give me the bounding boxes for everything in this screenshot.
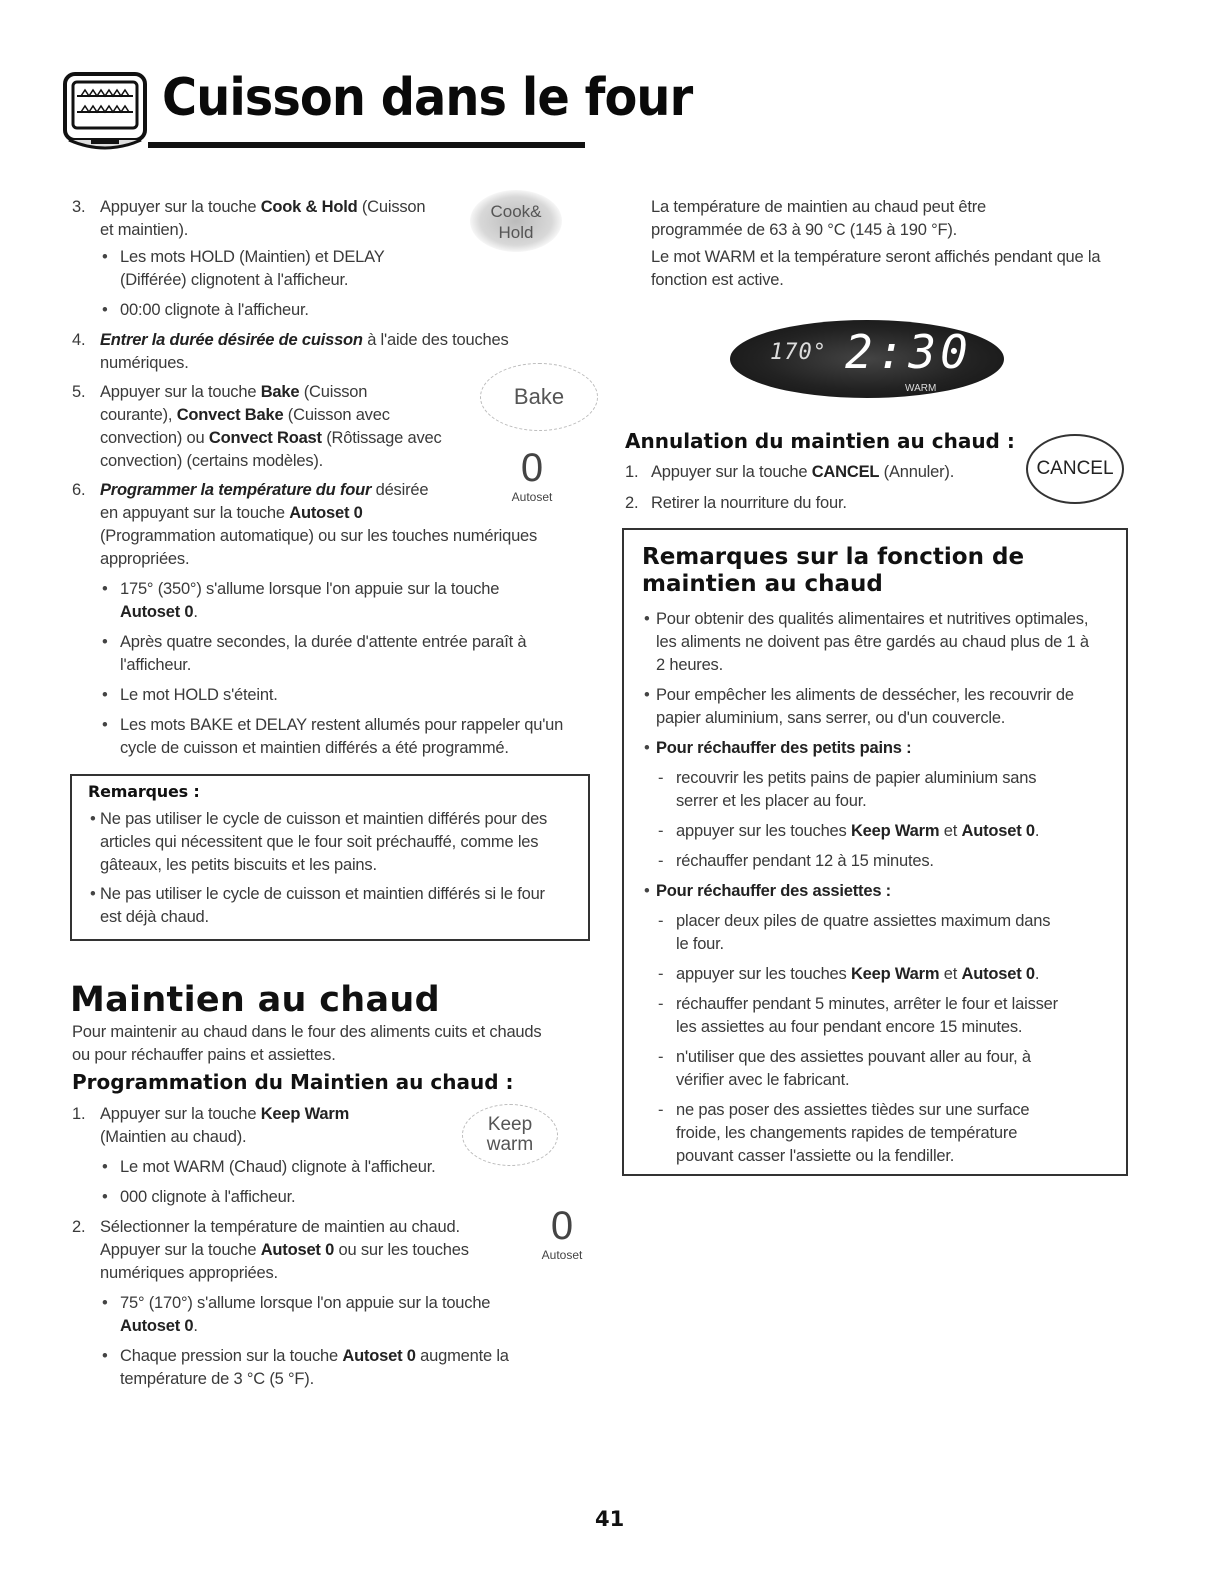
step-3: 3. Appuyer sur la touche Cook & Hold (Cuisson et maintien). • Les mots HOLD (Maintien) et DELAY (Différée) clignotent à l'afficheur. • 00:00 clignote à l'afficheur. bbox=[72, 196, 592, 322]
oven-icon bbox=[63, 72, 147, 154]
page-number: 41 bbox=[595, 1507, 625, 1531]
warm-steps: 1. Appuyer sur la touche Keep Warm (Maintien au chaud). • Le mot WARM (Chaud) clignote à l'afficheur. • 000 clignote à l'afficheur. 2. Sélectionner la température de maintien au chaud. Appuyer sur la touche Autoset 0 ou sur les touches numériques appropriées. • 75° (170°) s'allume lorsque l'on appuie sur la touche Autoset 0. • Chaque pression sur la touche Autoset 0 augmente la température de 3 °C (5 °F). bbox=[72, 1103, 592, 1391]
cancel-title: Annulation du maintien au chaud : bbox=[625, 429, 1015, 453]
keep-warm-button: Keep warm bbox=[462, 1104, 558, 1166]
cancel-button: CANCEL bbox=[1026, 434, 1124, 504]
right-intro: La température de maintien au chaud peut être programmée de 63 à 90 °C (145 à 190 °F). Le mot WARM et la température seront affichés pendant que la fonction est active. bbox=[651, 198, 1101, 289]
page-title: Cuisson dans le four bbox=[162, 68, 693, 128]
notes-box: Remarques sur la fonction de maintien au chaud • Pour obtenir des qualités alimentaires et nutritives optimales, les aliments ne doivent pas être gardés au chaud plus de 1 à 2 heures. • Pour empêcher les aliments de dessécher, les recouvrir de papier aluminium, sans serrer, ou d'un couvercle. • Pour réchauffer des petits pains : - recouvrir les petits pains de papier aluminium sans serrer et les placer au four. - appuyer sur les touches Keep Warm et Autoset 0. - réchauffer pendant 12 à 15 minutes. • Pour réchauffer des assiettes : - placer deux piles de quatre assiettes maximum dans le four. - appuyer sur les touches Keep Warm et Autoset 0. - réchauffer pendant 5 minutes, arrêter le four et laisser les assiettes au four pendant encore 15 minutes. - n'utiliser que des assiettes pouvant aller au four, à vérifier avec le fabricant. - ne pas poser des assiettes tièdes sur une surface froide, les changements rapides de température pouvant casser l'assiette ou la fendiller. bbox=[622, 528, 1128, 1176]
step-4: 4. Entrer la durée désirée de cuisson à l'aide des touches numériques. bbox=[72, 331, 509, 372]
notes-title: Remarques sur la fonction de maintien au chaud bbox=[642, 544, 1025, 597]
autoset-button: 0 Autoset bbox=[511, 446, 553, 504]
remarks-title: Remarques : bbox=[88, 782, 200, 801]
remarks-box: Remarques : • Ne pas utiliser le cycle de cuisson et maintien différés pour des articles qui nécessitent que le four soit préchauffé, comme les gâteaux, les petits biscuits et les pains. • Ne pas utiliser le cycle de cuisson et maintien différés si le four est déjà chaud. bbox=[70, 774, 590, 941]
display-warm-label: WARM bbox=[905, 383, 937, 394]
display-time: 2:30 bbox=[845, 325, 972, 379]
title-underline bbox=[148, 142, 585, 148]
warm-intro: Pour maintenir au chaud dans le four des aliments cuits et chauds ou pour réchauffer pains et assiettes. bbox=[72, 1023, 542, 1064]
cook-hold-button: Cook& Hold bbox=[470, 190, 562, 252]
step-5: 5. Appuyer sur la touche Bake (Cuisson courante), Convect Bake (Cuisson avec convection) ou Convect Roast (Rôtissage avec convection) (certains modèles). bbox=[72, 383, 442, 470]
bake-button: Bake bbox=[480, 363, 598, 431]
warm-subtitle: Programmation du Maintien au chaud : bbox=[72, 1070, 514, 1094]
autoset-button-2: 0 Autoset bbox=[541, 1204, 583, 1262]
display-temp: 170° bbox=[770, 340, 827, 365]
step-6: 6. Programmer la température du four désirée en appuyant sur la touche Autoset 0 (Programmation automatique) ou sur les touches numériques appropriées. • 175° (350°) s'allume lorsque l'on appuie sur la touche Autoset 0. • Après quatre secondes, la durée d'attente entrée paraît à l'afficheur. • Le mot HOLD s'éteint. • Les mots BAKE et DELAY restent allumés pour rappeler qu'un cycle de cuisson et maintien différés a été programmé. bbox=[72, 479, 592, 760]
cancel-steps: 1. Appuyer sur la touche CANCEL (Annuler). 2. Retirer la nourriture du four. bbox=[625, 463, 955, 512]
section-title-warm: Maintien au chaud bbox=[70, 980, 441, 1020]
